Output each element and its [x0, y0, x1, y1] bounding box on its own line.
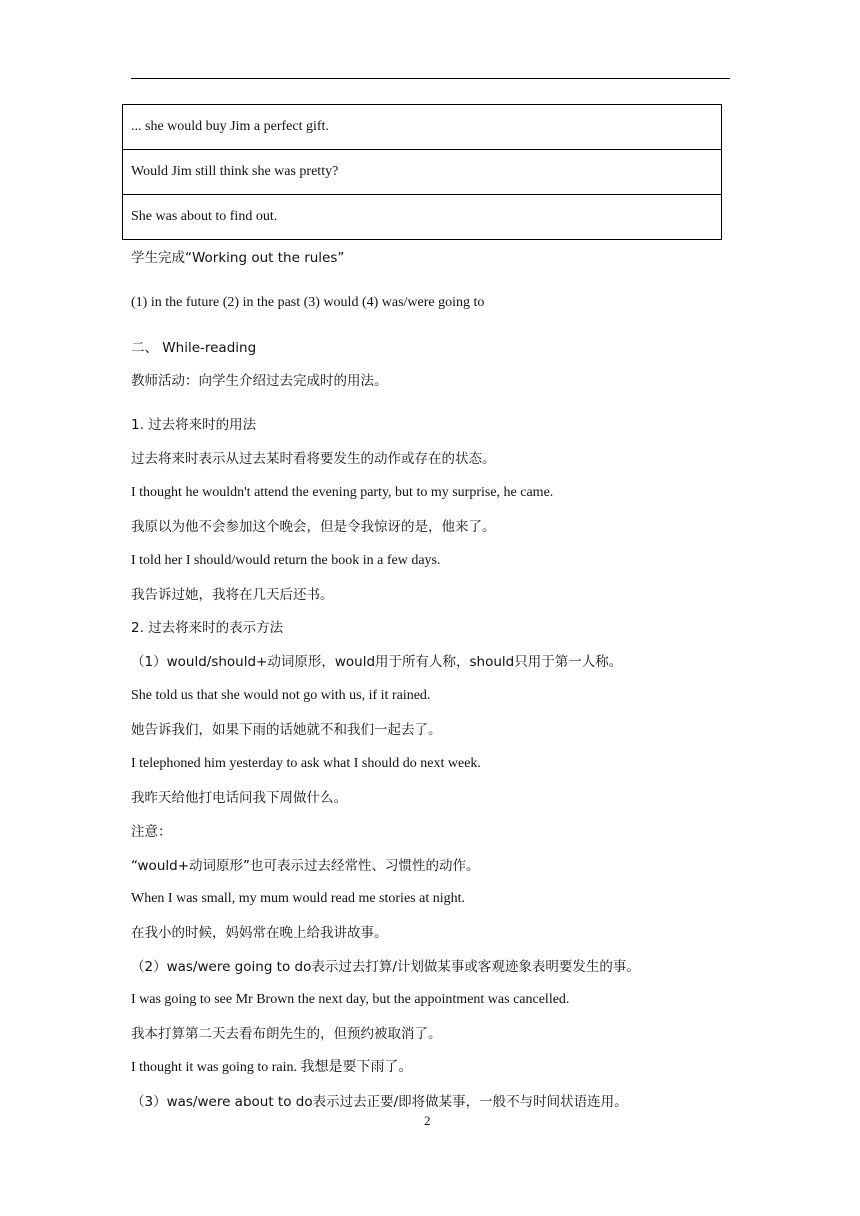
translation: 我本打算第二天去看布朗先生的，但预约被取消了。: [131, 1026, 442, 1042]
example-sentence: She told us that she would not go with us, if it rained.: [131, 688, 431, 703]
header-rule: [131, 78, 730, 79]
text-line: （3）was/were about to do表示过去正要/即将做某事，一般不与时间状语连用。: [131, 1094, 628, 1110]
example-sentence: When I was small, my mum would read me stories at night.: [131, 891, 465, 906]
table-row: [123, 195, 722, 240]
text-line: 过去将来时表示从过去某时看将要发生的动作或存在的状态。: [131, 451, 496, 467]
example-sentence: I told her I should/would return the book in a few days.: [131, 553, 441, 568]
subsection-heading: 1. 过去将来时的用法: [131, 417, 257, 433]
table-row: [123, 105, 722, 150]
table-row: [123, 150, 722, 195]
text-line: （2）was/were going to do表示过去打算/计划做某事或客观迹象表明要发生的事。: [131, 959, 640, 975]
text-line: （1）would/should+动词原形，would用于所有人称，should只用于第一人称。: [131, 654, 623, 670]
example-sentence: I thought it was going to rain. 我想是要下雨了。: [131, 1060, 413, 1075]
example-sentence: I was going to see Mr Brown the next day, but the appointment was cancelled.: [131, 992, 570, 1007]
text-line: “would+动词原形”也可表示过去经常性、习惯性的动作。: [131, 858, 480, 874]
translation: 她告诉我们，如果下雨的话她就不和我们一起去了。: [131, 722, 442, 738]
translation: 我昨天给他打电话问我下周做什么。: [131, 790, 347, 806]
page-number: 2: [424, 1113, 431, 1128]
translation: 我告诉过她，我将在几天后还书。: [131, 587, 334, 603]
text-line: (1) in the future (2) in the past (3) would (4) was/were going to: [131, 295, 485, 310]
example-sentence: I telephoned him yesterday to ask what I should do next week.: [131, 756, 481, 771]
text-table: [122, 104, 722, 240]
example-sentence: I thought he wouldn't attend the evening party, but to my surprise, he came.: [131, 485, 554, 500]
table-cell: ... she would buy Jim a perfect gift.: [123, 105, 722, 150]
translation: 在我小的时候，妈妈常在晚上给我讲故事。: [131, 925, 388, 941]
table-cell: Would Jim still think she was pretty?: [123, 150, 722, 195]
section-heading: 二、 While-reading: [131, 340, 257, 356]
note-label: 注意：: [131, 824, 172, 840]
translation: 我原以为他不会参加这个晚会，但是令我惊讶的是，他来了。: [131, 519, 496, 535]
text-line: 教师活动：向学生介绍过去完成时的用法。: [131, 373, 388, 389]
subsection-heading: 2. 过去将来时的表示方法: [131, 620, 284, 636]
text-line: 学生完成“Working out the rules”: [131, 250, 345, 266]
table-cell: She was about to find out.: [123, 195, 722, 240]
